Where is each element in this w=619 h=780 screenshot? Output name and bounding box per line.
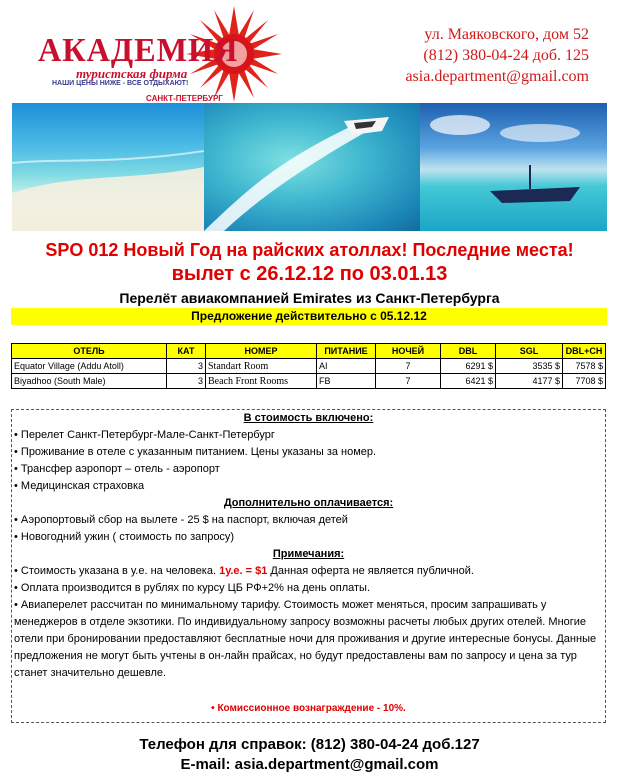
room-type: Standart Room — [206, 359, 317, 374]
list-item: • Новогодний ужин ( стоимость по запросу) — [14, 531, 235, 543]
col-sgl: SGL — [496, 344, 563, 359]
nights: 7 — [376, 374, 441, 389]
nights: 7 — [376, 359, 441, 374]
price-dbl: 6421 $ — [441, 374, 496, 389]
meal-plan: FB — [317, 374, 376, 389]
col-category: КАТ — [167, 344, 206, 359]
boat-photo — [420, 103, 607, 231]
col-meal: ПИТАНИЕ — [317, 344, 376, 359]
commission-note: • Комиссионное вознаграждение - 10%. — [211, 703, 406, 714]
speedboat-photo — [204, 103, 420, 231]
col-dbl-ch: DBL+CH — [563, 344, 606, 359]
col-nights: НОЧЕЙ — [376, 344, 441, 359]
logo-slogan: НАШИ ЦЕНЫ НИЖЕ - ВСЕ ОТДЫХАЮТ! — [52, 80, 189, 87]
included-heading: В стоимость включено: — [243, 412, 374, 424]
list-item: • Авиаперелет рассчитан по минимальному тарифу. Стоимость может меняться, просим запрашивать у менеджеров в отделе экзотики. По индивидуальному запросу возможны расчеты любых других отелей. Многие отели при бронировании предоставляют бесплатные ночи для проживания и другие интересные бонусы. Данные предложения не могут быть учтены в он-лайн прайсах, но будут предоставлены вам по запросу и цена за тур станет значительно дешевле. — [14, 599, 597, 679]
list-item: • Оплата производится в рублях по курсу ЦБ РФ+2% на день оплаты. — [14, 582, 371, 594]
extra-heading: Дополнительно оплачивается: — [223, 497, 394, 509]
price-dbl: 6291 $ — [441, 359, 496, 374]
hotel-category: 3 — [167, 374, 206, 389]
beach-photo — [12, 103, 204, 231]
logo-subtitle: туристская фирма — [76, 66, 188, 81]
table-row — [12, 374, 606, 389]
logo-wordmark: АКАДЕМИЯ — [38, 32, 239, 69]
contact-block — [405, 24, 589, 87]
footer-email[interactable]: E-mail: asia.department@gmail.com — [180, 756, 439, 773]
price-sgl: 3535 $ — [496, 359, 563, 374]
logo-city: САНКТ-ПЕТЕРБУРГ — [146, 94, 223, 103]
contact-email[interactable]: asia.department@gmail.com — [405, 68, 589, 85]
price-dbl-ch: 7578 $ — [563, 359, 606, 374]
flight-info: Перелёт авиакомпанией Emirates из Санкт-Петербурга — [119, 290, 500, 306]
conditions-box — [11, 409, 606, 723]
col-dbl: DBL — [441, 344, 496, 359]
list-item: • Медицинская страховка — [14, 480, 145, 492]
table-row — [12, 359, 606, 374]
list-item: • Трансфер аэропорт – отель - аэропорт — [14, 463, 220, 475]
offer-validity-banner: Предложение действительно с 05.12.12 — [11, 308, 607, 325]
offer-title: SPO 012 Новый Год на райских атоллах! Последние места! — [45, 240, 574, 260]
list-item: • Аэропортовый сбор на вылете - 25 $ на паспорт, включая детей — [14, 514, 348, 526]
meal-plan: AI — [317, 359, 376, 374]
footer-phone: Телефон для справок: (812) 380-04-24 доб.127 — [139, 736, 480, 753]
col-room: НОМЕР — [206, 344, 317, 359]
contact-phone: (812) 380-04-24 доб. 125 — [423, 47, 589, 64]
col-hotel: ОТЕЛЬ — [12, 344, 167, 359]
offer-dates: вылет с 26.12.12 по 03.01.13 — [171, 263, 448, 285]
room-type: Beach Front Rooms — [206, 374, 317, 389]
notes-heading: Примечания: — [272, 548, 345, 560]
currency-rate: 1у.е. = $1 — [219, 565, 268, 577]
contact-address: ул. Маяковского, дом 52 — [424, 26, 589, 43]
list-item — [12, 563, 605, 580]
company-logo — [36, 10, 276, 102]
table-header-row — [12, 344, 606, 359]
list-item: • Проживание в отеле с указанным питанием. Цены указаны за номер. — [14, 446, 377, 458]
price-sgl: 4177 $ — [496, 374, 563, 389]
note-text: Данная оферта не является публичной. — [267, 565, 474, 577]
price-table — [11, 343, 606, 389]
hotel-category: 3 — [167, 359, 206, 374]
list-item: • Перелет Санкт-Петербург-Мале-Санкт-Петербург — [14, 429, 275, 441]
note-text: • Стоимость указана в у.е. на человека. — [14, 565, 220, 577]
price-dbl-ch: 7708 $ — [563, 374, 606, 389]
hotel-name: Equator Village (Addu Atoll) — [12, 359, 167, 374]
hotel-name: Biyadhoo (South Male) — [12, 374, 167, 389]
